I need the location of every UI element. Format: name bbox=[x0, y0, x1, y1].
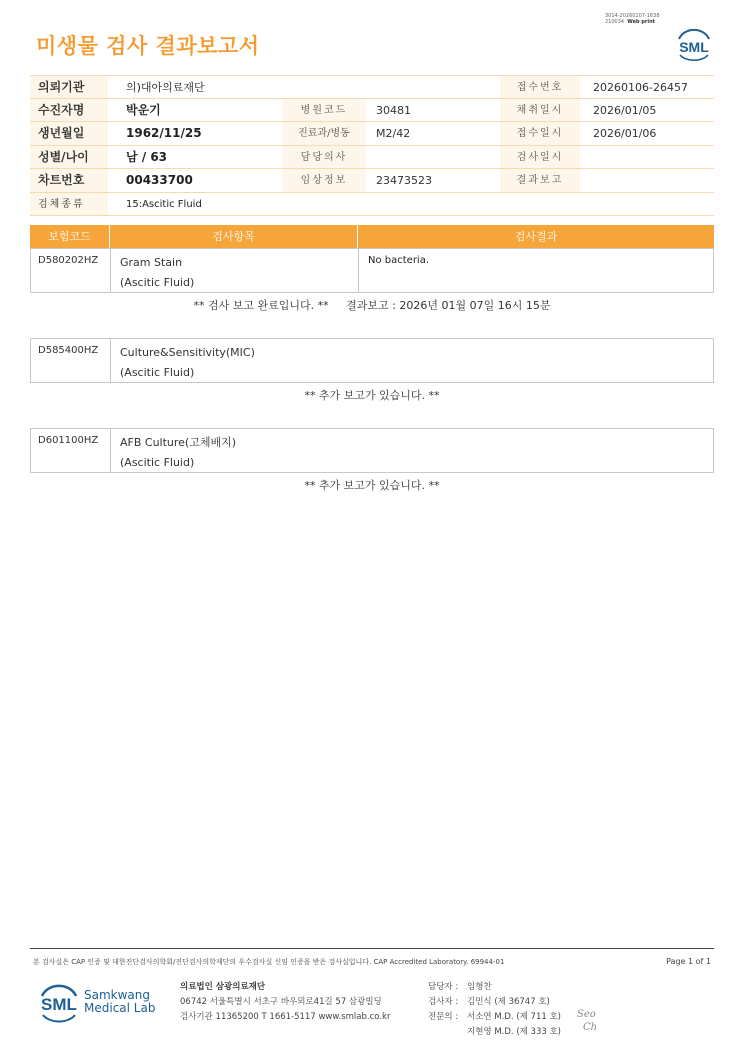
info-label: 성별/나이 bbox=[38, 149, 89, 164]
web-print-label: Web print bbox=[627, 19, 656, 25]
results-header bbox=[30, 225, 714, 248]
print-code-line1: 3014-20260107-1638 bbox=[605, 13, 660, 19]
info-row bbox=[30, 193, 714, 217]
info-label: 결과보고 bbox=[516, 175, 564, 186]
test-name-label: Gram Stain bbox=[120, 256, 183, 269]
org-contact: 검사기관 11365200 T 1661-5117 www.smlab.co.kr bbox=[180, 1012, 391, 1022]
insurance-code: D601100HZ bbox=[38, 435, 99, 446]
test-name bbox=[120, 253, 194, 293]
staff-name: 임형찬 bbox=[467, 982, 492, 992]
info-value: 23473523 bbox=[376, 174, 432, 187]
test-result: No bacteria. bbox=[368, 255, 430, 266]
info-value: M2/42 bbox=[376, 127, 411, 140]
info-value: 30481 bbox=[376, 103, 411, 117]
info-value: 박운기 bbox=[126, 102, 161, 117]
info-label: 접수번호 bbox=[516, 82, 564, 93]
info-value: 남 / 63 bbox=[126, 149, 168, 164]
result-note: ** 검사 보고 완료입니다. ** 결과보고 : 2026년 01월 07일 16시 15분 bbox=[193, 299, 551, 312]
signatures bbox=[577, 1008, 597, 1034]
info-label: 병원코드 bbox=[300, 104, 348, 116]
info-label: 임상정보 bbox=[300, 175, 348, 186]
staff-info bbox=[428, 980, 561, 1040]
print-code bbox=[605, 13, 660, 25]
header-result: 검사결과 bbox=[514, 230, 558, 243]
test-name-label: AFB Culture(고체배지) bbox=[120, 436, 237, 449]
info-row bbox=[30, 75, 714, 99]
info-label: 차트번호 bbox=[38, 173, 85, 187]
sml-logo bbox=[674, 25, 714, 65]
result-block bbox=[30, 248, 714, 293]
header-item: 검사항목 bbox=[212, 230, 255, 243]
print-code-line2: 210034 bbox=[605, 19, 625, 25]
signature-2: Ch bbox=[583, 1022, 598, 1033]
sml-logo-text: SML bbox=[679, 39, 709, 55]
page-number: Page 1 of 1 bbox=[666, 957, 711, 966]
info-label: 채취일시 bbox=[516, 104, 564, 116]
test-specimen: (Ascitic Fluid) bbox=[120, 366, 195, 379]
info-label: 접수일시 bbox=[516, 128, 564, 139]
info-value: 15:Ascitic Fluid bbox=[126, 198, 202, 210]
staff-role: 전문의 : bbox=[428, 1012, 459, 1022]
info-value: 2026/01/05 bbox=[593, 103, 657, 117]
info-row bbox=[30, 146, 714, 170]
info-label: 검체종류 bbox=[38, 198, 85, 210]
test-specimen: (Ascitic Fluid) bbox=[120, 456, 195, 469]
info-label: 검사일시 bbox=[516, 151, 564, 163]
test-name bbox=[120, 433, 236, 473]
test-name bbox=[120, 343, 255, 383]
info-row bbox=[30, 122, 714, 146]
header-code: 보험코드 bbox=[48, 230, 91, 243]
samkwang-logo-sml: SML bbox=[41, 995, 77, 1014]
info-value: 1962/11/25 bbox=[126, 126, 202, 140]
org-name: 의료법인 삼광의료재단 bbox=[180, 982, 266, 992]
result-note: ** 추가 보고가 있습니다. ** bbox=[304, 389, 440, 402]
result-block bbox=[30, 428, 714, 473]
info-label: 담당의사 bbox=[300, 151, 348, 163]
samkwang-logo bbox=[36, 980, 82, 1030]
result-block bbox=[30, 338, 714, 383]
info-label: 진료과/병동 bbox=[298, 128, 350, 139]
info-value: 20260106-26457 bbox=[593, 81, 688, 94]
test-name-label: Culture&Sensitivity(MIC) bbox=[120, 346, 255, 359]
patient-info-table bbox=[30, 75, 714, 216]
staff-name: 김민식 (제 36747 호) bbox=[467, 997, 550, 1007]
footer-divider bbox=[30, 948, 714, 949]
wordmark-line2: Medical Lab bbox=[84, 1001, 156, 1015]
staff-name: 지현영 M.D. (제 333 호) bbox=[467, 1027, 562, 1037]
samkwang-wordmark bbox=[84, 989, 155, 1015]
info-row bbox=[30, 99, 714, 123]
staff-role: 담당자 : bbox=[428, 982, 459, 992]
test-specimen: (Ascitic Fluid) bbox=[120, 276, 195, 289]
cap-accreditation: 본 검사실은 CAP 인증 및 대한진단검사의학회/진단검사의학재단의 우수검사실 신임 인증을 받은 검사실입니다. CAP Accredited Laboratory. 69944-01 bbox=[33, 958, 505, 966]
insurance-code: D585400HZ bbox=[38, 345, 99, 356]
info-label: 수진자명 bbox=[38, 102, 85, 117]
insurance-code: D580202HZ bbox=[38, 255, 99, 266]
info-label: 생년월일 bbox=[38, 126, 85, 140]
org-address: 06742 서울특별시 서초구 바우뫼로41길 57 삼광빌딩 bbox=[180, 997, 382, 1007]
staff-name: 서소연 M.D. (제 711 호) bbox=[467, 1012, 562, 1022]
organization-info bbox=[180, 980, 390, 1025]
info-label: 의뢰기관 bbox=[38, 80, 85, 94]
signature-1: Seo bbox=[577, 1009, 596, 1020]
result-note: ** 추가 보고가 있습니다. ** bbox=[304, 479, 440, 492]
info-value: 의)대아의료재단 bbox=[126, 81, 205, 94]
staff-role: 검사자 : bbox=[428, 997, 459, 1007]
info-row bbox=[30, 169, 714, 193]
report-title: 미생물 검사 결과보고서 bbox=[36, 34, 260, 58]
wordmark-line1: Samkwang bbox=[84, 988, 150, 1002]
info-value: 2026/01/06 bbox=[593, 127, 657, 140]
info-value: 00433700 bbox=[126, 173, 193, 187]
